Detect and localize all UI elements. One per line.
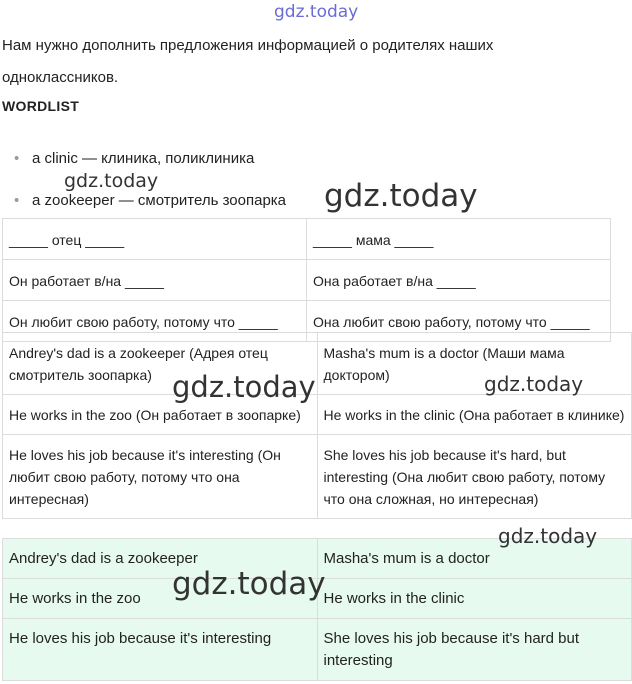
table-cell: He works in the zoo (Он работает в зоопарке)	[3, 395, 318, 435]
watermark: gdz.today	[484, 372, 584, 396]
watermark: gdz.today	[498, 524, 598, 548]
watermark-logo: gdz.today	[274, 2, 359, 22]
table-cell: She loves his job because it's hard, but interesting (Она любит свою работу, потому что она сложная, но интересная)	[317, 435, 632, 519]
table-row	[3, 395, 632, 435]
table-cell: Masha's mum is a doctor	[317, 539, 632, 579]
table-cell: Она любит свою работу, потому что _____	[307, 301, 611, 342]
template-table	[2, 218, 611, 342]
table-cell: Она работает в/на _____	[307, 260, 611, 301]
table-cell: _____ мама _____	[307, 219, 611, 260]
watermark: gdz.today	[172, 566, 326, 602]
table-cell: Andrey's dad is a zookeeper	[3, 539, 318, 579]
table-cell: He loves his job because it's interesting	[3, 619, 318, 681]
table-row	[3, 219, 611, 260]
answer-table	[2, 538, 632, 681]
intro-text: Нам нужно дополнить предложения информацией о родителях наших одноклассников.	[2, 37, 494, 86]
table-cell: He works in the zoo	[3, 579, 318, 619]
table-cell: _____ отец _____	[3, 219, 307, 260]
wordlist-item: • a zookeeper — смотритель зоопарка	[32, 188, 286, 230]
translation-table	[2, 332, 632, 519]
wordlist-item: • a clinic — клиника, поликлиника	[32, 146, 286, 188]
table-row	[3, 435, 632, 519]
table-cell: Он любит свою работу, потому что _____	[3, 301, 307, 342]
table-cell: He works in the clinic	[317, 579, 632, 619]
table-row	[3, 619, 632, 681]
watermark: gdz.today	[172, 370, 316, 404]
table-cell: Andrey's dad is a zookeeper (Адрея отец смотритель зоопарка)	[3, 333, 318, 395]
table-row	[3, 260, 611, 301]
watermark: gdz.today	[64, 170, 159, 192]
table-cell: He loves his job because it's interesting (Он любит свою работу, потому что она интересная)	[3, 435, 318, 519]
table-cell: He works in the clinic (Она работает в клинике)	[317, 395, 632, 435]
wordlist-heading: WORDLIST	[2, 98, 80, 114]
table-cell: Masha's mum is a doctor (Маши мама доктором)	[317, 333, 632, 395]
watermark: gdz.today	[324, 178, 478, 214]
table-cell: She loves his job because it's hard but interesting	[317, 619, 632, 681]
table-cell: Он работает в/на _____	[3, 260, 307, 301]
